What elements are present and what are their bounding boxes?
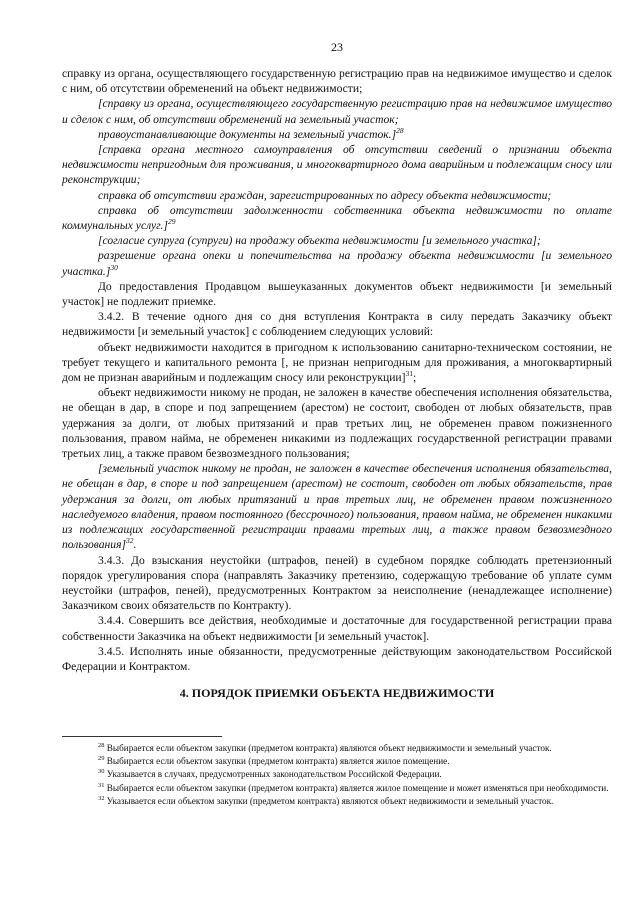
paragraph: [справку из органа, осуществляющего государственную регистрацию прав на недвижимое имущество и сделок с ним, об отсутствии обременений на земельный участок; (62, 97, 612, 126)
footnote: $^{28}$ Выбирается если объектом закупки (предметом контракта) являются объект недвижимости и земельный участок. (98, 741, 552, 753)
paragraph: [справка органа местного самоуправления об отсутствии сведений о признании объекта недвижимости непригодным для проживания, и многоквартирного дома аварийным и подлежащим сносу или реконструкции; (62, 143, 612, 187)
paragraph: разрешение органа опеки и попечительства на продажу объекта недвижимости [и земельного участка.]$^{30}$ (62, 249, 612, 278)
paragraph: [земельный участок никому не продан, не заложен в качестве обеспечения исполнения обязательства, не обещан в дар, в споре и под запрещением (арестом) не состоит, свободен от любых обязательств, прав удержания за долги, от любых притязаний и прав третьих лиц, не обременен правом пожизненного наследуемого владения, правом постоянного (бессрочного) пользования, правом найма, не обременен никакими из подлежащих государственной регистрации правами третьих лиц, а также правом безвозмездного пользования]$^{32}$. (62, 462, 612, 552)
paragraph: 3.4.3. До взыскания неустойки (штрафов, пеней) в судебном порядке соблюдать претензионный порядок урегулирования спора (направлять Заказчику претензию, содержащую требование об уплате сумм неустойки (штрафов, пеней), предусмотренных Контрактом за неисполнение (ненадлежащее исполнение) Заказчиком своих обязательств по Контракту). (62, 553, 612, 613)
paragraph: справка об отсутствии граждан, зарегистрированных по адресу объекта недвижимости; (98, 188, 552, 202)
page-number: 23 (331, 40, 343, 54)
document-body (62, 66, 612, 701)
paragraph: 3.4.5. Исполнять иные обязанности, предусмотренные действующим законодательством Российской Федерации и Контрактом. (62, 644, 612, 673)
paragraph: 3.4.2. В течение одного дня со дня вступления Контракта в силу передать Заказчику объект недвижимости [и земельный участок] с соблюдением следующих условий: (62, 310, 612, 339)
footnote-divider (62, 736, 222, 737)
paragraph: объект недвижимости никому не продан, не заложен в качестве обеспечения исполнения обязательства, не обещан в дар, в споре и под запрещением (арестом) не состоит, свободен от любых обязательств, прав удержания за долги, от любых притязаний и прав третьих лиц, не обременен правом пожизненного пользования, правом найма, не обременен никакими из подлежащих государственной регистрации правами третьих лиц, а также правом безвозмездного пользования; (62, 386, 612, 461)
footnote-ref: 31 (405, 369, 413, 379)
paragraph: До предоставления Продавцом вышеуказанных документов объект недвижимости [и земельный участок] не подлежит приемке. (62, 279, 612, 309)
footnote: $^{32}$ Указывается если объектом закупки (предметом контракта) являются объект недвижимости и земельный участок. (98, 794, 554, 806)
paragraph: 3.4.4. Совершить все действия, необходимые и достаточные для государственной регистрации права собственности Заказчика на объект недвижимости [и земельный участок]. (62, 614, 612, 643)
footnote-ref: 29 (167, 217, 176, 227)
paragraph: справка об отсутствии задолженности собственника объекта недвижимости по оплате коммунальных услуг.]$^{29}$ (62, 203, 612, 233)
footnote-ref: 28 (396, 125, 404, 135)
footnote: $^{29}$ Выбирается если объектом закупки (предметом контракта) является жилое помещение. (98, 755, 450, 767)
paragraph: справку из органа, осуществляющего государственную регистрацию прав на недвижимое имущество и сделок с ним, об отсутствии обременений на объект недвижимости; (62, 67, 612, 96)
section-heading: 4. ПОРЯДОК ПРИЕМКИ ОБЪЕКТА НЕДВИЖИМОСТИ (179, 686, 495, 701)
footnotes (62, 742, 612, 808)
paragraph: [согласие супруга (супруги) на продажу объекта недвижимости [и земельного участка]; (98, 234, 541, 248)
paragraph: объект недвижимости находится в пригодном к использованию санитарно-техническом состоянии, не требует текущего и капитального ремонта [, не признан непригодным для проживания, а многоквартирный дом не признан аварийным и подлежащим сносу или реконструкции]$^{31}$; (62, 340, 612, 385)
footnote-ref: 32 (126, 536, 134, 546)
footnote-ref: 30 (110, 262, 118, 272)
footnote: $^{30}$ Указывается в случаях, предусмотренных законодательством Российской Федерации. (98, 768, 442, 780)
paragraph: правоустанавливающие документы на земельный участок.]$^{28}$ (98, 125, 404, 141)
footnote: $^{31}$ Выбирается если объектом закупки (предметом контракта) является жилое помещение и может изменяться при необходимости. (98, 781, 609, 793)
